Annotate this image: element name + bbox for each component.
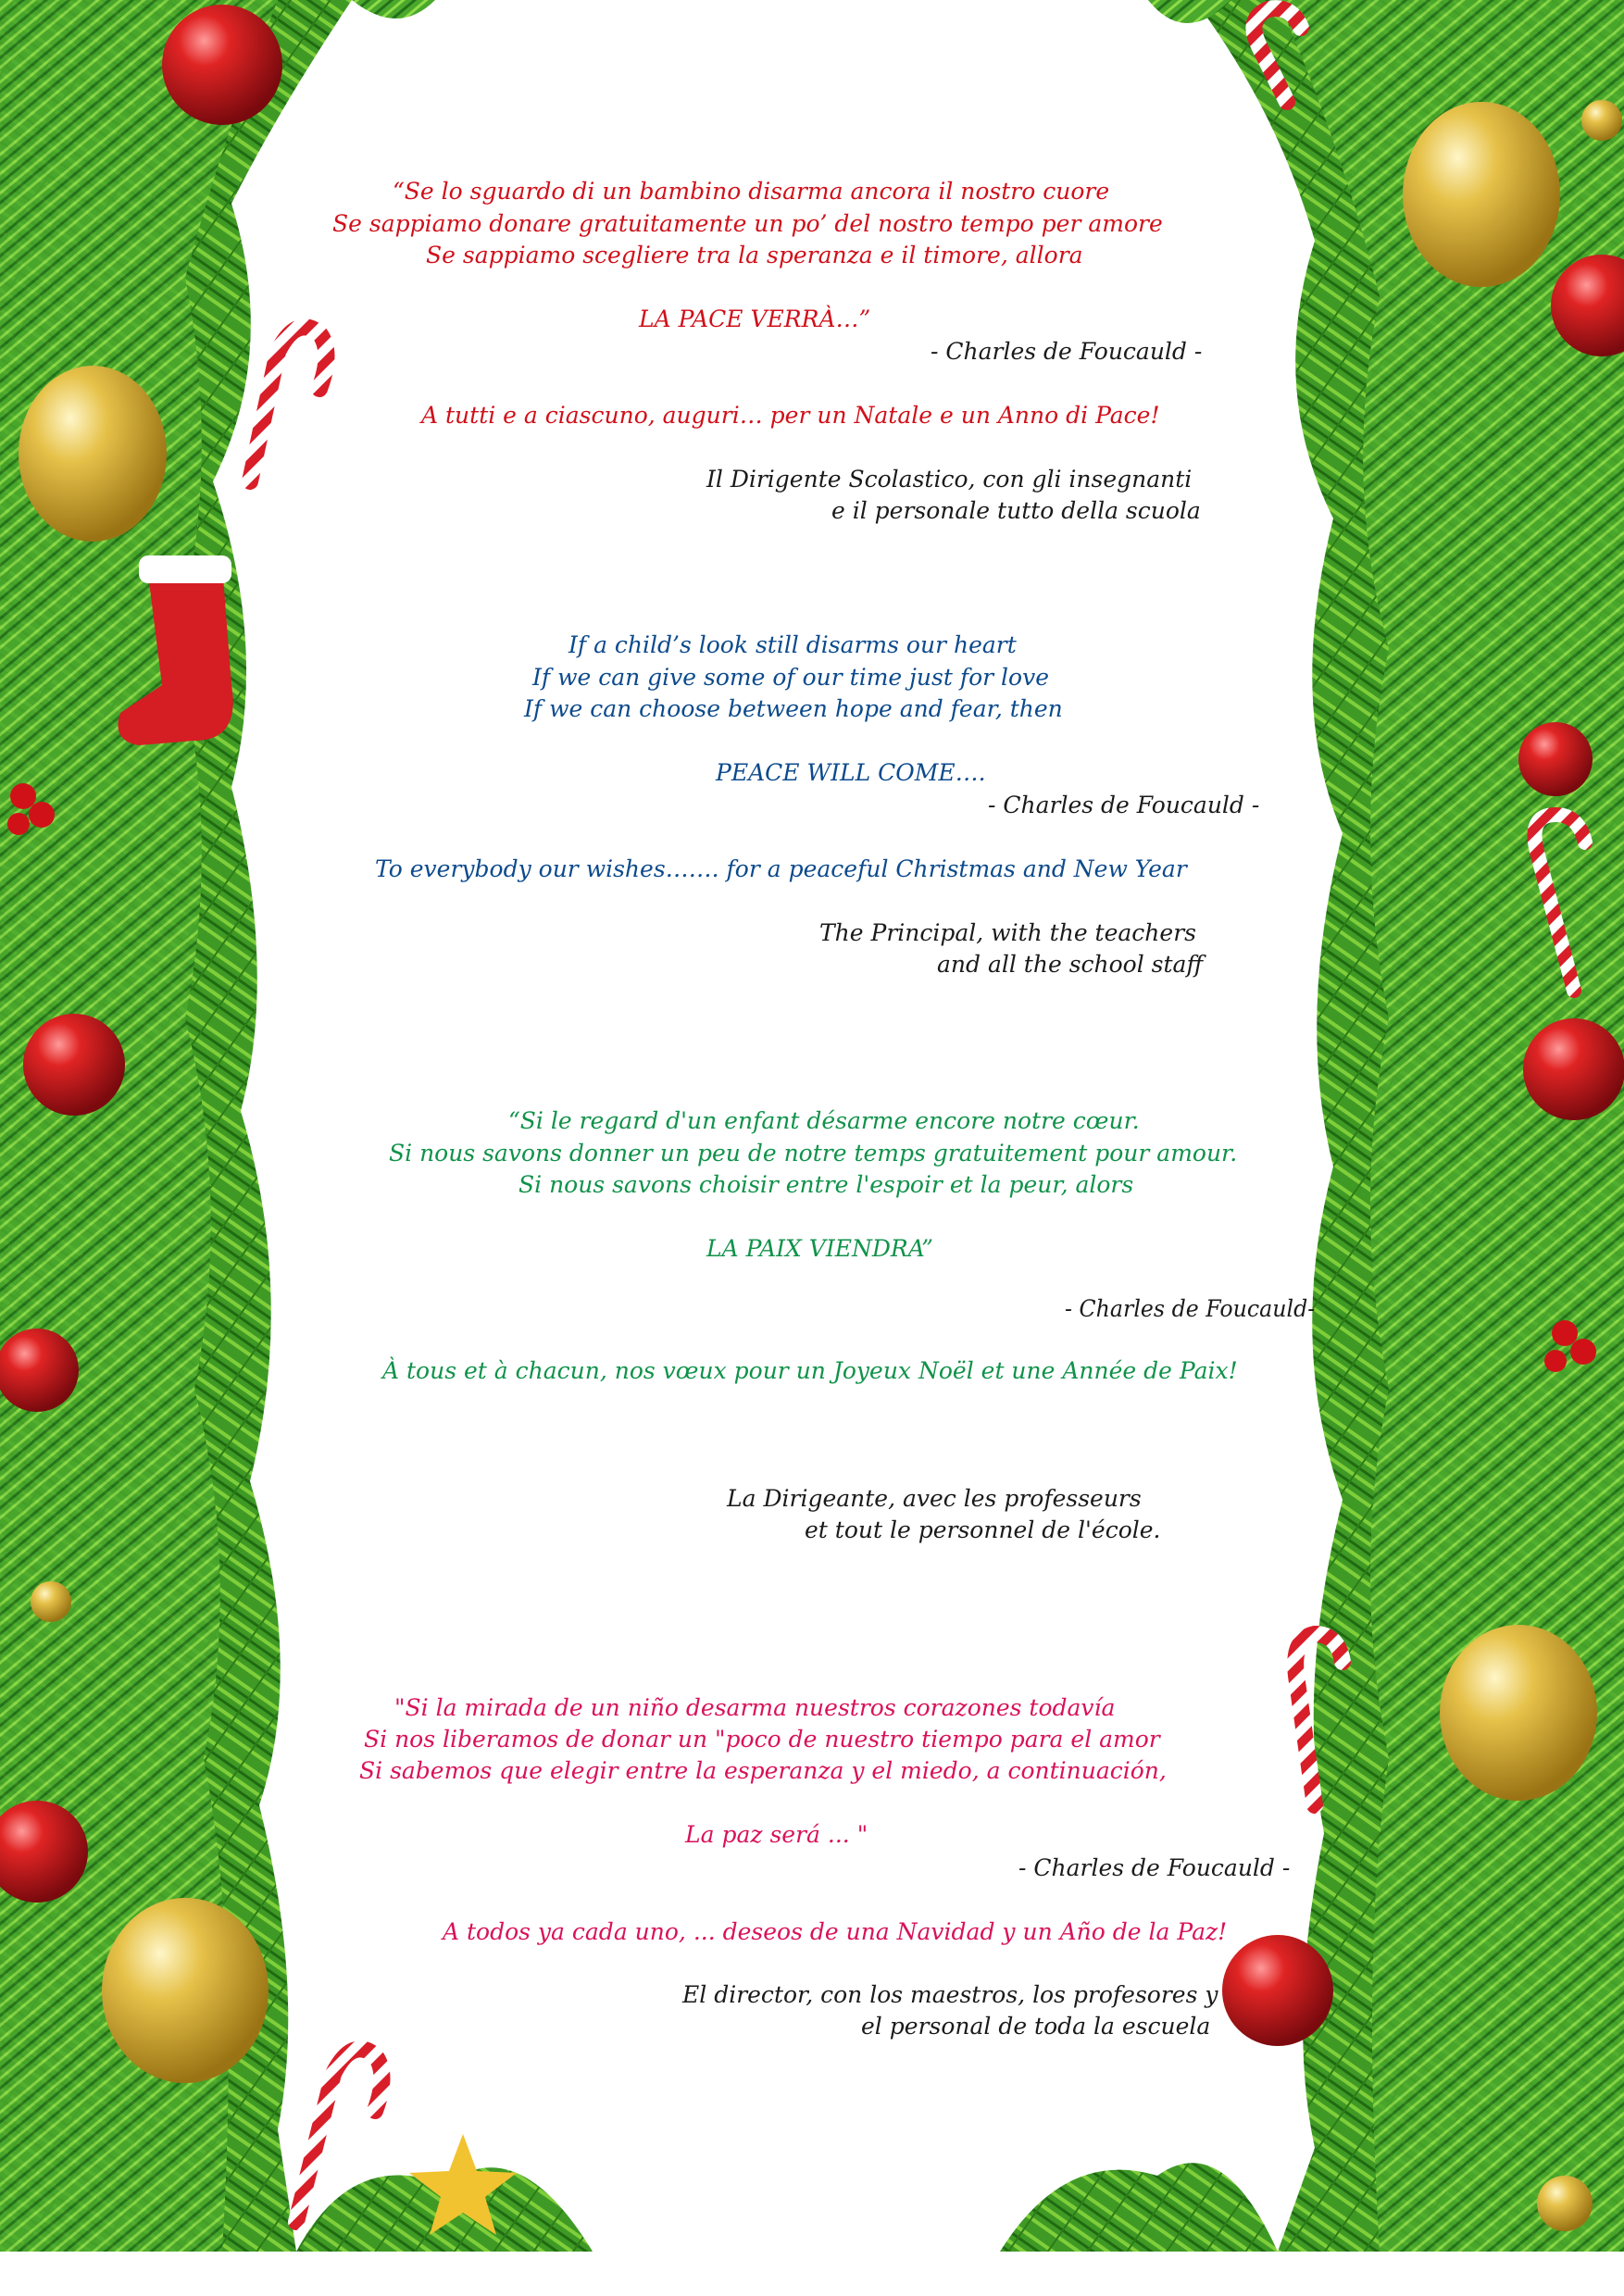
spanish-signature-line-1: El director, con los maestros, los profesores y bbox=[682, 1981, 1218, 2008]
french-refrain: LA PAIX VIENDRA” bbox=[706, 1235, 933, 1262]
italian-signature-line-2: e il personale tutto della scuola bbox=[831, 497, 1201, 524]
french-verse-line-3: Si nous savons choisir entre l'espoir et la peur, alors bbox=[518, 1171, 1134, 1198]
italian-verse-line-3: Se sappiamo scegliere tra la speranza e il timore, allora bbox=[426, 242, 1083, 268]
italian-author: - Charles de Foucauld - bbox=[931, 338, 1203, 365]
french-verse-line-1: “Si le regard d'un enfant désarme encore notre cœur. bbox=[508, 1107, 1140, 1134]
italian-refrain: LA PACE VERRÀ…” bbox=[639, 306, 871, 332]
english-verse-line-2: If we can give some of our time just for love bbox=[532, 664, 1049, 691]
italian-verse-line-1: “Se lo sguardo di un bambino disarma ancora il nostro cuore bbox=[393, 178, 1110, 205]
french-author: - Charles de Foucauld- bbox=[1065, 1295, 1316, 1322]
french-verse-line-2: Si nous savons donner un peu de notre temps gratuitement pour amour. bbox=[389, 1140, 1238, 1167]
spanish-author: - Charles de Foucauld - bbox=[1018, 1854, 1291, 1881]
french-signature-line-2: et tout le personnel de l'école. bbox=[805, 1516, 1161, 1543]
spanish-wishes: A todos ya cada uno, ... deseos de una Navidad y un Año de la Paz! bbox=[443, 1918, 1228, 1945]
french-signature-line-1: La Dirigeante, avec les professeurs bbox=[727, 1485, 1142, 1512]
spanish-signature-line-2: el personal de toda la escuela bbox=[861, 2013, 1211, 2040]
english-verse-line-1: If a child’s look still disarms our heart bbox=[568, 631, 1017, 658]
english-signature-line-1: The Principal, with the teachers bbox=[819, 919, 1196, 946]
pine-branch-icon bbox=[1194, 0, 1624, 2252]
spanish-verse-line-3: Si sabemos que elegir entre la esperanza y el miedo, a continuación, bbox=[359, 1757, 1167, 1784]
italian-verse-line-2: Se sappiamo donare gratuitamente un po’ del nostro tempo per amore bbox=[332, 210, 1163, 237]
english-signature-line-2: and all the school staff bbox=[937, 951, 1204, 978]
english-verse-line-3: If we can choose between hope and fear, then bbox=[524, 695, 1063, 722]
italian-wishes: A tutti e a ciascuno, auguri… per un Natale e un Anno di Pace! bbox=[421, 402, 1160, 429]
spanish-refrain: La paz será ... " bbox=[685, 1821, 868, 1848]
italian-signature-line-1: Il Dirigente Scolastico, con gli insegnanti bbox=[706, 466, 1193, 493]
french-wishes: À tous et à chacun, nos vœux pour un Joyeux Noël et une Année de Paix! bbox=[382, 1357, 1238, 1384]
english-wishes: To everybody our wishes……. for a peaceful Christmas and New Year bbox=[375, 855, 1187, 882]
english-refrain: PEACE WILL COME…. bbox=[716, 759, 986, 786]
spanish-verse-line-1: "Si la mirada de un niño desarma nuestros corazones todavía bbox=[394, 1694, 1116, 1721]
english-author: - Charles de Foucauld - bbox=[988, 792, 1260, 818]
spanish-verse-line-2: Si nos liberamos de donar un "poco de nuestro tiempo para el amor bbox=[364, 1726, 1160, 1753]
